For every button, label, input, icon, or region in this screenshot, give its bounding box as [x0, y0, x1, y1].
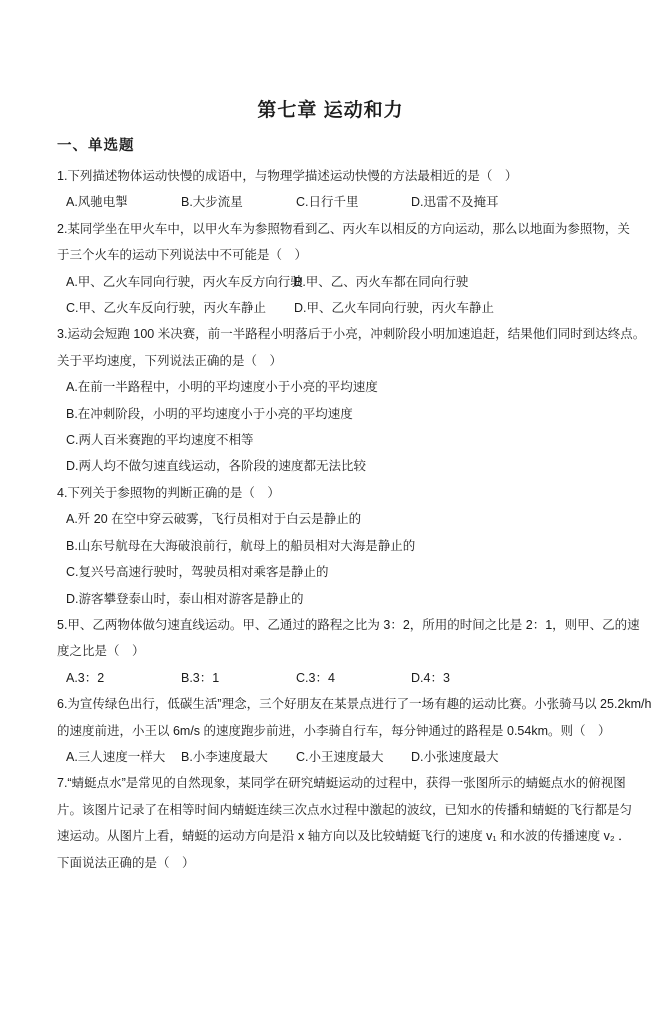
question-6-stem-line: 的速度前进，小王以 6m/s 的速度跑步前进，小李骑自行车，每分钟通过的路程是 0.54km。则（ ） — [57, 723, 611, 738]
question-3-option-row — [0, 453, 661, 479]
question-2-option-a: A.甲、乙火车同向行驶，丙火车反方向行驶 — [66, 274, 303, 289]
question-7-stem-line: 下面说法正确的是（ ） — [57, 855, 195, 870]
question-4-option-row — [0, 559, 661, 585]
question-1-option-c: C.日行千里 — [296, 195, 359, 210]
question-6-option-a: A.三人速度一样大 — [66, 749, 166, 764]
question-2-stem-line: 于三个火车的运动下列说法中不可能是（ ） — [57, 248, 308, 263]
question-4-option-d: D.游客攀登泰山时，泰山相对游客是静止的 — [66, 591, 304, 606]
question-7-stem-line: 速运动。从图片上看，蜻蜓的运动方向是沿 x 轴方向以及比较蜻蜓飞行的速度 v₁ 和水波的传播速度 v₂ ． — [57, 829, 631, 844]
document-page — [0, 98, 661, 1034]
question-6 — [0, 691, 661, 770]
question-6-option-row — [0, 744, 661, 770]
question-1-option-row — [0, 189, 661, 215]
question-5-option-d: D.4：3 — [411, 670, 450, 685]
question-4-option-row — [0, 533, 661, 559]
question-4-option-row — [0, 586, 661, 612]
question-7 — [0, 770, 661, 876]
question-3-option-b: B.在冲刺阶段，小明的平均速度小于小亮的平均速度 — [66, 406, 353, 421]
question-6-option-d: D.小张速度最大 — [411, 749, 499, 764]
question-4-stem-line: 4.下列关于参照物的判断正确的是（ ） — [57, 485, 280, 500]
question-3-option-row — [0, 427, 661, 453]
question-4-option-a: A.歼 20 在空中穿云破雾，飞行员相对于白云是静止的 — [66, 512, 362, 527]
question-1-stem-line: 1.下列描述物体运动快慢的成语中，与物理学描述运动快慢的方法最相近的是（ ） — [57, 169, 518, 183]
question-1 — [0, 163, 661, 216]
section-heading: 一、单选题 — [57, 138, 135, 154]
question-4-option-row — [0, 506, 661, 532]
question-4 — [0, 480, 661, 612]
question-1-option-d: D.迅雷不及掩耳 — [411, 195, 499, 210]
question-3-option-row — [0, 374, 661, 400]
question-5-option-c: C.3：4 — [296, 670, 335, 685]
question-5-option-b: B.3：1 — [181, 670, 220, 685]
question-5 — [0, 612, 661, 691]
question-6-stem-line: 6.为宣传绿色出行，低碳生活”理念，三个好朋友在某景点进行了一场有趣的运动比赛。小张骑马以 25.2km/h — [57, 697, 652, 712]
question-2-option-c: C.甲、乙火车反向行驶，丙火车静止 — [66, 301, 267, 316]
question-3 — [0, 321, 661, 479]
question-6-option-b: B.小李速度最大 — [181, 749, 268, 764]
question-2-option-d: D.甲、乙火车同向行驶，丙火车静止 — [294, 301, 495, 316]
question-5-option-a: A.3：2 — [66, 670, 105, 685]
question-3-option-d: D.两人均不做匀速直线运动，各阶段的速度都无法比较 — [66, 459, 367, 474]
question-6-option-c: C.小王速度最大 — [296, 749, 384, 764]
question-4-option-c: C.复兴号高速行驶时，驾驶员相对乘客是静止的 — [66, 565, 329, 580]
question-3-option-a: A.在前一半路程中，小明的平均速度小于小亮的平均速度 — [66, 380, 378, 395]
question-list — [0, 163, 661, 876]
question-1-option-a: A.风驰电掣 — [66, 195, 128, 210]
question-3-option-row — [0, 401, 661, 427]
page-title: 第七章 运动和力 — [257, 100, 404, 121]
question-5-stem-line: 度之比是（ ） — [57, 644, 145, 659]
question-2-option-row — [0, 269, 661, 295]
question-5-stem-line: 5.甲、乙两物体做匀速直线运动。甲、乙通过的路程之比为 3：2，所用的时间之比是 2：1，则甲、乙的速 — [57, 617, 640, 632]
question-3-stem-line: 关于平均速度，下列说法正确的是（ ） — [57, 353, 283, 368]
question-2-option-row — [0, 295, 661, 321]
question-2 — [0, 216, 661, 322]
question-7-stem-line: 片。该图片记录了在相等时间内蜻蜓连续三次点水过程中激起的波纹，已知水的传播和蜻蜓的飞行都是匀 — [57, 802, 633, 817]
question-7-stem-line: 7.“蜻蜓点水”是常见的自然现象，某同学在研究蜻蜓运动的过程中，获得一张图所示的蜻蜓点水的俯视图 — [57, 776, 626, 791]
question-2-stem-line: 2.某同学坐在甲火车中，以甲火车为参照物看到乙、丙火车以相反的方向运动，那么以地面为参照物，关 — [57, 221, 630, 236]
question-4-option-b: B.山东号航母在大海破浪前行，航母上的船员相对大海是静止的 — [66, 538, 416, 553]
question-3-option-c: C.两人百米赛跑的平均速度不相等 — [66, 433, 254, 448]
question-2-option-b: B.甲、乙、丙火车都在同向行驶 — [294, 274, 469, 289]
question-5-option-row — [0, 665, 661, 691]
question-3-stem-line: 3.运动会短跑 100 米决赛，前一半路程小明落后于小亮，冲刺阶段小明加速追赶，结果他们同时到达终点。 — [57, 327, 646, 342]
question-1-option-b: B.大步流星 — [181, 195, 243, 210]
